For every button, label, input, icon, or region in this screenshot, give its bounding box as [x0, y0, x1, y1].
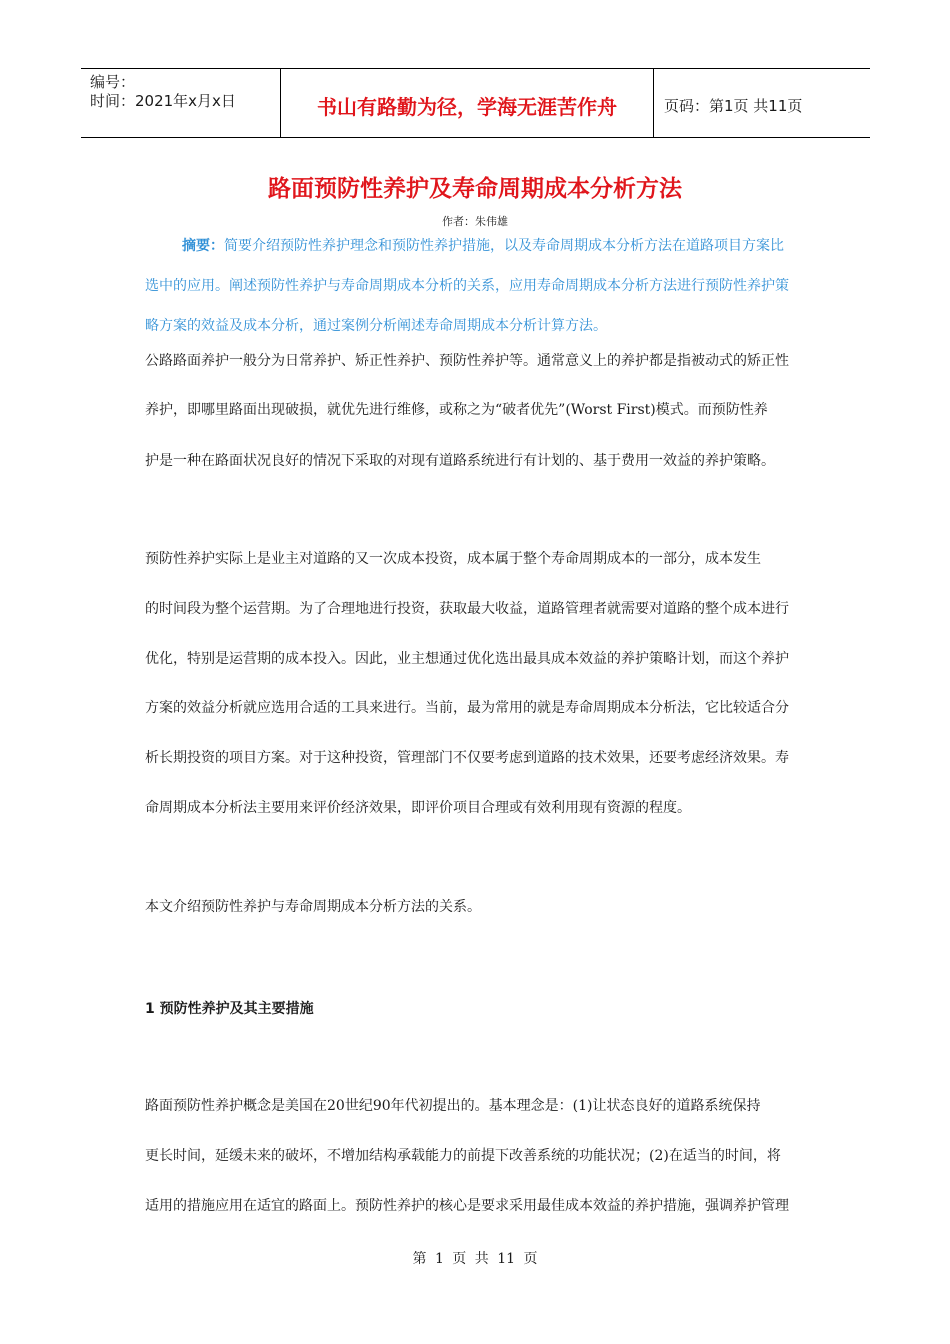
abstract-label: 摘要： [182, 238, 224, 254]
paragraph-line: 命周期成本分析法主要用来评价经济效果，即评价项目合理或有效利用现有资源的程度。 [145, 800, 691, 816]
page-info: 页码：第1页 共11页 [664, 96, 803, 115]
paragraph-line: 养护，即哪里路面出现破损，就优先进行维修，或称之为“破者优先”(Worst First)模式。而预防性养 [145, 402, 768, 418]
article-title: 路面预防性养护及寿命周期成本分析方法 [268, 175, 682, 202]
abstract-line: 略方案的效益及成本分析，通过案例分析阐述寿命周期成本分析计算方法。 [145, 318, 607, 334]
paragraph-line: 预防性养护实际上是业主对道路的又一次成本投资，成本属于整个寿命周期成本的一部分，成本发生 [145, 551, 761, 567]
paragraph-line: 优化，特别是运营期的成本投入。因此，业主想通过优化选出最具成本效益的养护策略计划，而这个养护 [145, 651, 789, 667]
header-meta-cell [81, 69, 281, 137]
header-motto-cell [281, 69, 654, 137]
number-label: 编号： [90, 73, 136, 91]
paragraph-line: 方案的效益分析就应选用合适的工具来进行。当前，最为常用的就是寿命周期成本分析法，它比较适合分 [145, 700, 789, 716]
header-page-cell [654, 69, 870, 137]
paragraph-line: 析长期投资的项目方案。对于这种投资，管理部门不仅要考虑到道路的技术效果，还要考虑经济效果。寿 [145, 750, 789, 766]
paragraph-line: 路面预防性养护概念是美国在20世纪90年代初提出的。基本理念是：(1)让状态良好的道路系统保持 [145, 1098, 761, 1114]
section-heading: 1 预防性养护及其主要措施 [145, 1001, 314, 1017]
paragraph-line: 更长时间，延缓未来的破坏，不增加结构承载能力的前提下改善系统的功能状况；(2)在适当的时间，将 [145, 1148, 781, 1164]
page-footer: 第 1 页 共 11 页 [412, 1251, 538, 1267]
paragraph-line: 本文介绍预防性养护与寿命周期成本分析方法的关系。 [145, 899, 481, 915]
article-author: 作者：朱伟雄 [442, 215, 508, 228]
paragraph-line: 护是一种在路面状况良好的情况下采取的对现有道路系统进行有计划的、基于费用一效益的养护策略。 [145, 453, 775, 469]
time-label: 时间：2021年x月x日 [90, 92, 236, 110]
paragraph-line: 适用的措施应用在适宜的路面上。预防性养护的核心是要求采用最佳成本效益的养护措施，强调养护管理 [145, 1198, 789, 1214]
paragraph-line: 的时间段为整个运营期。为了合理地进行投资，获取最大收益，道路管理者就需要对道路的整个成本进行 [145, 601, 789, 617]
abstract-text: 简要介绍预防性养护理念和预防性养护措施，以及寿命周期成本分析方法在道路项目方案比 [224, 238, 784, 254]
abstract-line [182, 238, 784, 254]
motto-text: 书山有路勤为径，学海无涯苦作舟 [317, 94, 617, 119]
paragraph-line: 公路路面养护一般分为日常养护、矫正性养护、预防性养护等。通常意义上的养护都是指被动式的矫正性 [145, 353, 789, 369]
abstract-line: 选中的应用。阐述预防性养护与寿命周期成本分析的关系，应用寿命周期成本分析方法进行预防性养护策 [145, 278, 789, 294]
document-header [81, 68, 870, 138]
